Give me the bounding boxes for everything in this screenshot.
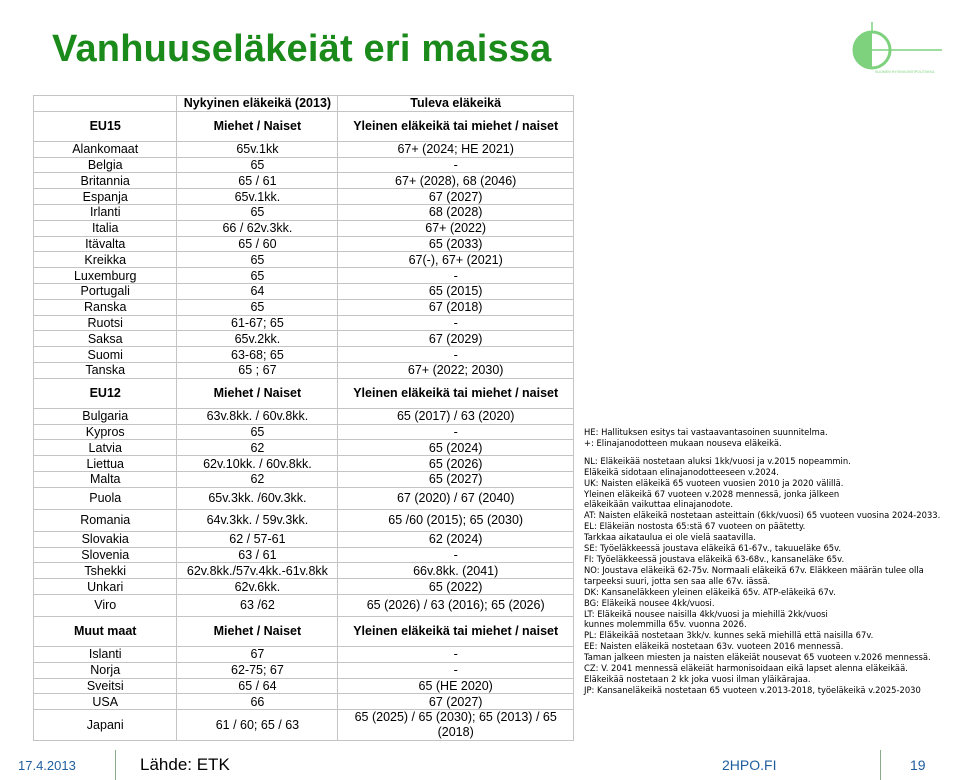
- section-name: EU15: [34, 111, 177, 141]
- logo: [820, 18, 945, 90]
- current-age-cell: 62: [177, 471, 338, 487]
- country-cell: Kypros: [34, 424, 177, 440]
- page-title: Vanhuuseläkeiät eri maissa: [52, 28, 552, 70]
- retirement-age-table: [33, 95, 574, 741]
- page-number: 19: [910, 757, 926, 773]
- country-cell: Bulgaria: [34, 408, 177, 424]
- note-line: LT: Eläkeikä nousee naisilla 4kk/vuosi ja miehillä 2kk/vuosi: [584, 608, 828, 619]
- country-cell: Luxemburg: [34, 268, 177, 284]
- future-age-cell: 65 /60 (2015); 65 (2030): [338, 509, 574, 531]
- country-notes: [584, 456, 956, 696]
- section-name: EU12: [34, 378, 177, 408]
- current-age-cell: 63v.8kk. / 60v.8kk.: [177, 408, 338, 424]
- current-age-cell: 62: [177, 440, 338, 456]
- country-cell: Islanti: [34, 646, 177, 662]
- current-age-cell: 66 / 62v.3kk.: [177, 220, 338, 236]
- future-age-cell: 65 (2026) / 63 (2016); 65 (2026): [338, 594, 574, 616]
- current-age-cell: 65v.2kk.: [177, 331, 338, 347]
- country-cell: Unkari: [34, 579, 177, 595]
- table-row: [34, 204, 574, 220]
- future-age-cell: -: [338, 424, 574, 440]
- future-age-cell: -: [338, 315, 574, 331]
- current-age-cell: 61-67; 65: [177, 315, 338, 331]
- table-row: [34, 362, 574, 378]
- footer-divider: [115, 750, 116, 780]
- country-cell: Suomi: [34, 347, 177, 363]
- note-line: eläkeikään vaikuttaa elinajanodote.: [584, 499, 734, 510]
- country-cell: Italia: [34, 220, 177, 236]
- section-col-current: Miehet / Naiset: [177, 111, 338, 141]
- header-future: Tuleva eläkeikä: [338, 96, 574, 112]
- current-age-cell: 63-68; 65: [177, 347, 338, 363]
- current-age-cell: 65 ; 67: [177, 362, 338, 378]
- current-age-cell: 65 / 64: [177, 678, 338, 694]
- country-cell: Britannia: [34, 173, 177, 189]
- footer-divider: [880, 750, 881, 780]
- future-age-cell: 67 (2027): [338, 694, 574, 710]
- section-col-current: Miehet / Naiset: [177, 378, 338, 408]
- country-cell: Irlanti: [34, 204, 177, 220]
- country-cell: Espanja: [34, 189, 177, 205]
- section-col-future: Yleinen eläkeikä tai miehet / naiset: [338, 378, 574, 408]
- table-row: [34, 299, 574, 315]
- note-line: SE: Työeläkkeessä joustava eläkeikä 61-67v., takuueläke 65v.: [584, 543, 842, 554]
- future-age-cell: -: [338, 547, 574, 563]
- current-age-cell: 62v.8kk./57v.4kk.-61v.8kk: [177, 563, 338, 579]
- note-line: Yleinen eläkeikä 67 vuoteen v.2028 mennessä, jonka jälkeen: [584, 488, 840, 499]
- future-age-cell: -: [338, 347, 574, 363]
- current-age-cell: 65: [177, 204, 338, 220]
- table-row: [34, 424, 574, 440]
- table-row: [34, 268, 574, 284]
- table-row: [34, 710, 574, 741]
- country-cell: Ranska: [34, 299, 177, 315]
- table-row: [34, 579, 574, 595]
- table-row: [34, 440, 574, 456]
- future-age-cell: 62 (2024): [338, 531, 574, 547]
- section-header-row: [34, 616, 574, 646]
- current-age-cell: 62 / 57-61: [177, 531, 338, 547]
- table-row: [34, 487, 574, 509]
- table-row: [34, 662, 574, 678]
- section-col-current: Miehet / Naiset: [177, 616, 338, 646]
- section-name: Muut maat: [34, 616, 177, 646]
- table-row: [34, 236, 574, 252]
- section-header-row: [34, 111, 574, 141]
- current-age-cell: 67: [177, 646, 338, 662]
- future-age-cell: 65 (2015): [338, 283, 574, 299]
- future-age-cell: 65 (2024): [338, 440, 574, 456]
- note-line: NL: Eläkeikää nostetaan aluksi 1kk/vuosi ja v.2015 nopeammin.: [584, 455, 851, 466]
- country-cell: Tshekki: [34, 563, 177, 579]
- table-row: [34, 252, 574, 268]
- note-line: EE: Naisten eläkeikä nostetaan 63v. vuoteen 2016 mennessä.: [584, 641, 844, 652]
- future-age-cell: -: [338, 662, 574, 678]
- future-age-cell: 66v.8kk. (2041): [338, 563, 574, 579]
- current-age-cell: 62v.10kk. / 60v.8kk.: [177, 456, 338, 472]
- table-row: [34, 283, 574, 299]
- country-cell: Slovenia: [34, 547, 177, 563]
- country-cell: Ruotsi: [34, 315, 177, 331]
- note-line: UK: Naisten eläkeikä 65 vuoteen vuosien 2010 ja 2020 välillä.: [584, 477, 844, 488]
- note-line: BG: Eläkeikä nousee 4kk/vuosi.: [584, 597, 715, 608]
- current-age-cell: 65: [177, 252, 338, 268]
- note-line: Taman jalkeen miesten ja naisten eläkeiät nousevat 65 vuoteen v.2026 mennessä.: [584, 652, 931, 663]
- legend-he: HE: Hallituksen esitys tai vastaavantasoinen suunnitelma.: [584, 427, 828, 437]
- future-age-cell: 65 (2022): [338, 579, 574, 595]
- future-age-cell: 65 (HE 2020): [338, 678, 574, 694]
- country-cell: Puola: [34, 487, 177, 509]
- current-age-cell: 61 / 60; 65 / 63: [177, 710, 338, 741]
- table-row: [34, 157, 574, 173]
- note-line: AT: Naisten eläkeikä nostetaan asteittain (6kk/vuosi) 65 vuoteen vuosina 2024-2033.: [584, 510, 941, 521]
- current-age-cell: 63 /62: [177, 594, 338, 616]
- future-age-cell: 67 (2020) / 67 (2040): [338, 487, 574, 509]
- footnotes: [584, 427, 956, 696]
- legend-plus: +: Elinajanodotteen mukaan nouseva eläkeikä.: [584, 437, 782, 448]
- table-row: [34, 471, 574, 487]
- table-row: [34, 141, 574, 157]
- current-age-cell: 65 / 60: [177, 236, 338, 252]
- note-line: DK: Kansaneläkkeen yleinen eläkeikä 65v. ATP-eläkeikä 67v.: [584, 586, 836, 597]
- current-age-cell: 65: [177, 299, 338, 315]
- current-age-cell: 65v.1kk: [177, 141, 338, 157]
- country-cell: Norja: [34, 662, 177, 678]
- current-age-cell: 66: [177, 694, 338, 710]
- table-row: [34, 594, 574, 616]
- future-age-cell: 68 (2028): [338, 204, 574, 220]
- note-line: JP: Kansaneläkeikä nostetaan 65 vuoteen v.2013-2018, työeläkeikä v.2025-2030: [584, 684, 921, 695]
- future-age-cell: 67+ (2022; 2030): [338, 362, 574, 378]
- footer-source: Lähde: ETK: [140, 755, 230, 774]
- country-cell: Slovakia: [34, 531, 177, 547]
- table-row: [34, 694, 574, 710]
- country-cell: Romania: [34, 509, 177, 531]
- country-cell: USA: [34, 694, 177, 710]
- country-cell: Tanska: [34, 362, 177, 378]
- country-cell: Alankomaat: [34, 141, 177, 157]
- current-age-cell: 62-75; 67: [177, 662, 338, 678]
- future-age-cell: 67(-), 67+ (2021): [338, 252, 574, 268]
- table-row: [34, 547, 574, 563]
- country-cell: Sveitsi: [34, 678, 177, 694]
- future-age-cell: 67+ (2022): [338, 220, 574, 236]
- logo-mark-icon: [820, 18, 945, 90]
- note-line: Eläkeikää nostetaan 2 kk joka vuosi ilman yläikärajaa.: [584, 673, 811, 684]
- section-col-future: Yleinen eläkeikä tai miehet / naiset: [338, 111, 574, 141]
- footer-site: 2HPO.FI: [722, 757, 777, 773]
- table-row: [34, 531, 574, 547]
- country-cell: Saksa: [34, 331, 177, 347]
- country-cell: Belgia: [34, 157, 177, 173]
- note-line: Eläkeikä sidotaan elinajanodotteeseen v.2024.: [584, 466, 779, 477]
- future-age-cell: 65 (2017) / 63 (2020): [338, 408, 574, 424]
- table-row: [34, 189, 574, 205]
- note-line: tarpeeksi suuri, jotta sen saa alle 67v. iässä.: [584, 575, 771, 586]
- note-line: EL: Eläkeiän nostosta 65:stä 67 vuoteen on päätetty.: [584, 521, 806, 532]
- country-cell: Japani: [34, 710, 177, 741]
- table-row: [34, 678, 574, 694]
- future-age-cell: 67 (2018): [338, 299, 574, 315]
- table-row: [34, 408, 574, 424]
- table-row: [34, 173, 574, 189]
- note-line: kunnes molemmilla 65v. vuonna 2026.: [584, 619, 747, 630]
- future-age-cell: 67+ (2024; HE 2021): [338, 141, 574, 157]
- future-age-cell: 65 (2027): [338, 471, 574, 487]
- note-line: Tarkkaa aikataulua ei ole vielä saatavilla.: [584, 532, 756, 543]
- current-age-cell: 62v.6kk.: [177, 579, 338, 595]
- country-cell: Itävalta: [34, 236, 177, 252]
- future-age-cell: -: [338, 268, 574, 284]
- current-age-cell: 65: [177, 268, 338, 284]
- country-cell: Liettua: [34, 456, 177, 472]
- section-col-future: Yleinen eläkeikä tai miehet / naiset: [338, 616, 574, 646]
- country-cell: Portugali: [34, 283, 177, 299]
- table-row: [34, 220, 574, 236]
- table-header-row: [34, 96, 574, 112]
- note-line: PL: Eläkeikää nostetaan 3kk/v. kunnes sekä miehillä että naisilla 67v.: [584, 630, 874, 641]
- table-row: [34, 315, 574, 331]
- future-age-cell: 67+ (2028), 68 (2046): [338, 173, 574, 189]
- current-age-cell: 64v.3kk. / 59v.3kk.: [177, 509, 338, 531]
- note-line: NO: Joustava eläkeikä 62-75v. Normaali eläkeikä 67v. Eläkkeen määrän tulee olla: [584, 564, 924, 575]
- future-age-cell: 65 (2033): [338, 236, 574, 252]
- future-age-cell: 65 (2026): [338, 456, 574, 472]
- table-row: [34, 347, 574, 363]
- current-age-cell: 63 / 61: [177, 547, 338, 563]
- table-row: [34, 331, 574, 347]
- future-age-cell: 67 (2027): [338, 189, 574, 205]
- table-row: [34, 456, 574, 472]
- future-age-cell: -: [338, 646, 574, 662]
- current-age-cell: 65: [177, 157, 338, 173]
- future-age-cell: -: [338, 157, 574, 173]
- table-row: [34, 646, 574, 662]
- current-age-cell: 64: [177, 283, 338, 299]
- current-age-cell: 65v.1kk.: [177, 189, 338, 205]
- current-age-cell: 65v.3kk. /60v.3kk.: [177, 487, 338, 509]
- header-current: Nykyinen eläkeikä (2013): [177, 96, 338, 112]
- note-line: FI: Työeläkkeessä joustava eläkeikä 63-68v., kansaneläke 65v.: [584, 553, 845, 564]
- country-cell: Latvia: [34, 440, 177, 456]
- logo-caption: SUOMEN HYVINVOINTIPOLITIIKKA: [875, 70, 935, 74]
- future-age-cell: 67 (2029): [338, 331, 574, 347]
- future-age-cell: 65 (2025) / 65 (2030); 65 (2013) / 65 (2018): [338, 710, 574, 741]
- country-cell: Viro: [34, 594, 177, 616]
- note-line: CZ: V. 2041 mennessä eläkeiät harmonisoidaan eikä lapset alenna eläkeikää.: [584, 663, 908, 674]
- table-row: [34, 509, 574, 531]
- table-row: [34, 563, 574, 579]
- section-header-row: [34, 378, 574, 408]
- footer-date: 17.4.2013: [18, 758, 76, 773]
- country-cell: Malta: [34, 471, 177, 487]
- country-cell: Kreikka: [34, 252, 177, 268]
- current-age-cell: 65: [177, 424, 338, 440]
- current-age-cell: 65 / 61: [177, 173, 338, 189]
